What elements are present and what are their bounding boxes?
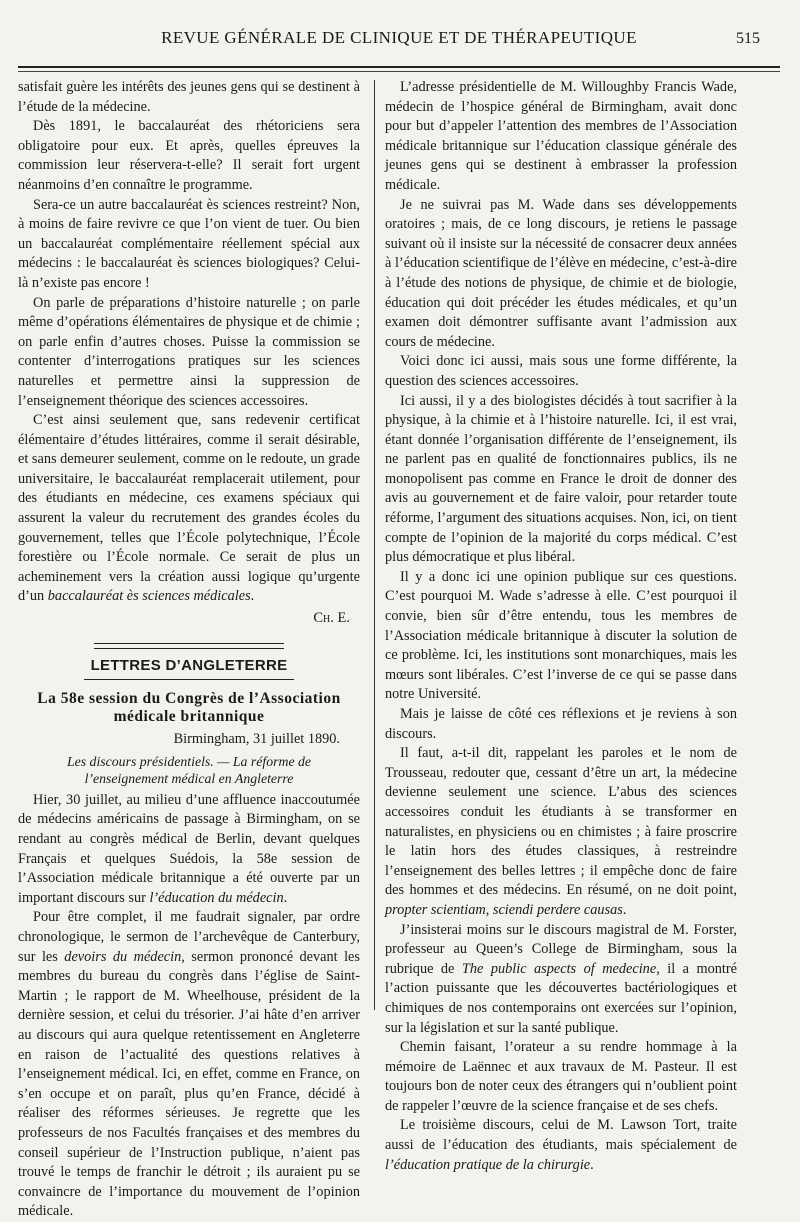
paragraph: Il y a donc ici une opinion publique sur ces questions. C’est pourquoi M. Wade s’adresse à elle. C’est pourquoi il convie, bien sûr d’être entendu, tous les membres de l’Association médicale britannique à discuter la solution de ce problème. Ici, les institutions sont monarchiques, mais les mœurs sont libérales. C’est l’inverse de ce qui se passe dans notre Université. bbox=[385, 568, 737, 703]
paragraph bbox=[385, 744, 737, 920]
page-number: 515 bbox=[736, 30, 760, 47]
text-run: Pour être complet, il me faudrait signaler, par ordre chronologique, le sermon de l’archevêque de Canterbury, sur les bbox=[18, 909, 360, 965]
emphasis: devoirs du médecin bbox=[64, 948, 182, 965]
emphasis: propter scientiam, sciendi perdere causas bbox=[385, 901, 623, 918]
author-signature: Ch. E. bbox=[313, 610, 350, 627]
emphasis: l’éducation pratique de la chirurgie bbox=[385, 1156, 591, 1173]
paragraph: satisfait guère les intérêts des jeunes gens qui se destinent à l’étude de la médecine. bbox=[18, 79, 360, 115]
paragraph bbox=[385, 921, 737, 1039]
page-header bbox=[18, 28, 780, 56]
emphasis: l’éducation du médecin bbox=[149, 889, 284, 906]
text-run: . bbox=[250, 588, 255, 605]
running-title: REVUE GÉNÉRALE DE CLINIQUE ET DE THÉRAPEUTIQUE bbox=[161, 28, 637, 47]
section-rule-bottom bbox=[84, 679, 294, 680]
column-divider bbox=[374, 80, 375, 1010]
article-title-line: La 58e session du Congrès de l’Association bbox=[37, 690, 341, 708]
text-run: . bbox=[283, 889, 288, 906]
paragraph bbox=[18, 791, 360, 909]
paragraph: Chemin faisant, l’orateur a su rendre hommage à la mémoire de Laënnec et aux travaux de M. Pasteur. Il est toujours bon de noter ceux des étrangers qui n’oublient point de rappeler l’œuvre de la science française et de ses chefs. bbox=[385, 1039, 737, 1114]
section-title: LETTRES D’ANGLETERRE bbox=[90, 656, 288, 674]
emphasis: The public aspects of medecine bbox=[461, 960, 657, 977]
left-column bbox=[18, 78, 360, 1222]
paragraph: Sera-ce un autre baccalauréat ès sciences restreint? Non, à moins de faire revivre ce que l’on vient de tuer. Ou bien un baccalauréat complémentaire réellement spécial aux médecins : le baccalauréat ès sciences biologiques? Celui-là n’existe pas encore ! bbox=[18, 196, 360, 291]
article-title bbox=[18, 690, 360, 726]
text-run: Il faut, a-t-il dit, rappelant les paroles et le nom de Trousseau, redouter que, cessant d’être un art, la médecine devienne seulement une science. L’abus des sciences accessoires conduit les étudiants à se transformer en naturalistes, en physiciens ou en chimistes ; à faire proscrire le latin hors des études classiques, à restreindre l’enseignement des belles lettres ; il empêche donc de faire des hommes et des médecins. En résumé, on ne doit point, bbox=[385, 745, 737, 899]
text-run: J’insisterai moins sur le discours magistral de M. Forster, professeur au Queen’s College de Birmingham, sous la rubrique de bbox=[385, 921, 737, 977]
text-run: , sermon prononcé devant les membres du bureau du congrès dans l’église de Saint-Martin ; le rapport de M. Wheelhouse, président de la dernière session, et celui du trésorier. J’ai hâte d’en arriver au discours qui aura quelque retentissement en Angleterre en raison de l’actualité des questions relatives à l’enseignement médical. Ici, en effet, comme en France, on s’en occupe et on paraît, plus qu’en France, décidé à réaliser des réformes sérieuses. Je regrette que les professeurs de nos Facultés françaises et des membres du conseil supérieur de l’Instruction publique, n’aient pas trouvé le temps de franchir le détroit ; ils auraient pu se convaincre de l’importance du mouvement de l’opinion médicale. bbox=[18, 948, 360, 1220]
paragraph: Ici aussi, il y a des biologistes décidés à tout sacrifier à la physique, à la chimie et à l’histoire naturelle. Ici, il est vrai, étant donnée l’organisation différente de l’enseignement, ils ne parlent pas en qualité de fonctionnaires publics, ils ne monopolisent pas comme en France le droit de donner des avis au gouvernement et de faire valoir, pour retarder toute réforme, l’argument des situations acquises. Non, ici, on tient compte de l’opinion de la majorité du corps médical. C’est plus démocratique et plus libéral. bbox=[385, 392, 737, 566]
right-column bbox=[385, 78, 737, 1175]
paragraph: L’adresse présidentielle de M. Willoughby Francis Wade, médecin de l’hospice général de Birmingham, avait donc pour but d’appeler l’attention des membres de l’Association médicale britannique sur l’éducation classique générale des jeunes gens qui se destinent à embrasser la profession médicale. bbox=[385, 79, 737, 193]
dateline: Birmingham, 31 juillet 1890. bbox=[173, 731, 340, 748]
paragraph: Je ne suivrai pas M. Wade dans ses développements oratoires ; mais, de ce long discours, je retiens le passage suivant où il insiste sur la nécessité de consacrer deux années à l’éducation scientifique de l’élève en médecine, c’est-à-dire à l’étude des notions de physique, de chimie et de biologie, éducation qui doit précéder les études médicales, et qu’un examen doit démontrer suffisante avant l’admission aux cours de médecine. bbox=[385, 196, 737, 350]
section-rule-top bbox=[94, 643, 284, 649]
header-rule-thin bbox=[18, 71, 780, 72]
paragraph: On parle de préparations d’histoire naturelle ; on parle même d’opérations élémentaires de physique et de chimie ; on parle enfin d’autres choses. Puisse la commission se contenter d’interrogations pratiques sur les sciences naturelles et permettre ainsi la suppression de l’enseignement théorique des sciences accessoires. bbox=[18, 294, 360, 409]
paragraph: Dès 1891, le baccalauréat des rhétoriciens sera obligatoire pour eux. Et après, quelles épreuves la commission leur réservera-t-elle? Il serait fort urgent néanmoins d’en connaître le programme. bbox=[18, 118, 360, 193]
text-run: . bbox=[590, 1156, 594, 1173]
article-title-line: médicale britannique bbox=[113, 708, 265, 726]
text-run: Hier, 30 juillet, au milieu d’une affluence inaccoutumée de médecins américains de passage à Birmingham, on se rendant au congrès médical de Berlin, devant quelques Français et quelques Suédois, la 58e session de l’Association médicale britannique a été ouverte par un important discours sur bbox=[18, 791, 360, 906]
text-run: . bbox=[622, 901, 627, 918]
text-run: Le troisième discours, celui de M. Lawson Tort, traite aussi de l’éducation des étudiants, mais spécialement de bbox=[385, 1117, 737, 1154]
paragraph: Voici donc ici aussi, mais sous une forme différente, la question des sciences accessoires. bbox=[385, 353, 737, 389]
paragraph: Mais je laisse de côté ces réflexions et je reviens à son discours. bbox=[385, 706, 737, 742]
text-run: C’est ainsi seulement que, sans redevenir certificat élémentaire d’études littéraires, comme il serait désirable, et sans demeurer seulement, comme on le redoute, un grade universitaire, le baccalauréat remplacerait utilement, pour des étudiants en médecine, ces examens spéciaux qui assurent la valeur du recrutement des grandes écoles du gouvernement, telles que l’École polytechnique, l’École forestière ou l’École normale. Ce serait de plus un acheminement vers la création aussi logique qu’urgente d’un bbox=[18, 412, 360, 605]
paragraph bbox=[385, 1116, 737, 1175]
header-rule bbox=[18, 66, 780, 68]
text-run: , il a montré l’action puissante que les découvertes bactériologiques et chimiques de nos contemporains ont exercées sur l’opinion, sur la législation et sur la santé publique. bbox=[385, 960, 737, 1036]
article-subtitle: Les discours présidentiels. — La réforme de l’enseignement médical en Angleterre bbox=[66, 753, 312, 786]
emphasis: baccalauréat ès sciences médicales bbox=[47, 588, 251, 605]
paragraph bbox=[18, 908, 360, 1222]
paragraph bbox=[18, 411, 360, 607]
